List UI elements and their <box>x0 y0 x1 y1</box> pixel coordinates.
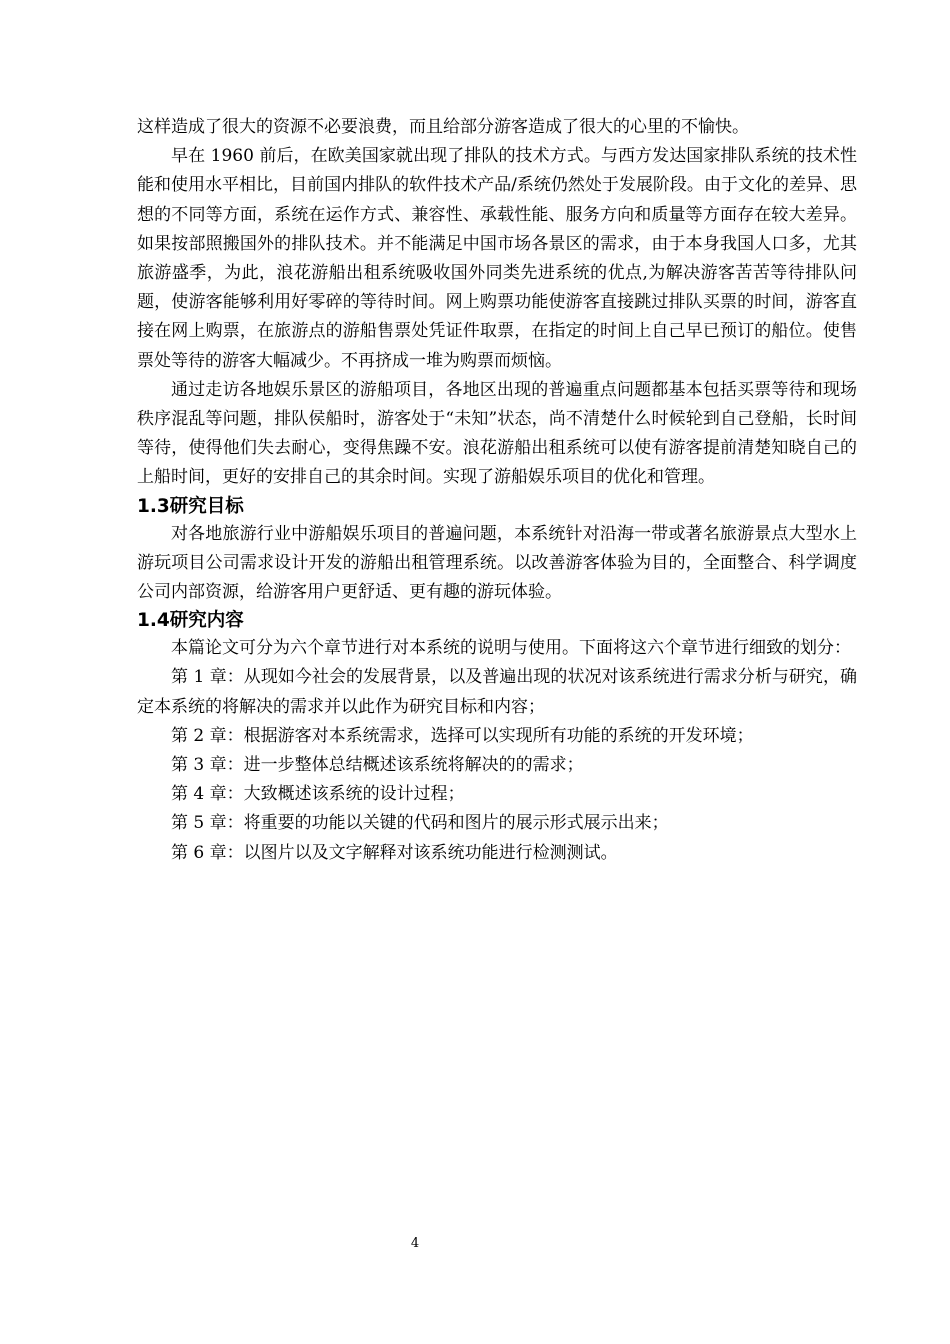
chapter-item: 第 4 章：大致概述该系统的设计过程； <box>171 784 465 805</box>
chapter-list <box>137 663 857 867</box>
paragraph-field-survey: 通过走访各地娱乐景区的游船项目，各地区出现的普遍重点问题都基本包括买票等待和现场秩序混乱等问题，排队侯船时，游客处于“未知”状态，尚不清楚什么时候轮到自己登船，长时间等待，使得他们失去耐心，变得焦躁不安。浪花游船出租系统可以使有游客提前清楚知晓自己的上船时间，更好的安排自己的其余时间。实现了游船娱乐项目的优化和管理。 <box>137 379 857 488</box>
paragraph-queue-technology: 早在 1960 前后，在欧美国家就出现了排队的技术方式。与西方发达国家排队系统的技术性能和使用水平相比，目前国内排队的软件技术产品/系统仍然处于发展阶段。由于文化的差异、思想的不同等方面，系统在运作方式、兼容性、承载性能、服务方向和质量等方面存在较大差异。如果按部照搬国外的排队技术。并不能满足中国市场各景区的需求，由于本身我国人口多，尤其旅游盛季，为此，浪花游船出租系统吸收国外同类先进系统的优点,为解决游客苦苦等待排队问题，使游客能够利用好零碎的等待时间。网上购票功能使游客直接跳过排队买票的时间，游客直接在网上购票，在旅游点的游船售票处凭证件取票，在指定的时间上自己早已预订的船位。使售票处等待的游客大幅减少。不再挤成一堆为购票而烦恼。 <box>137 146 857 371</box>
paragraph-research-content-intro: 本篇论文可分为六个章节进行对本系统的说明与使用。下面将这六个章节进行细致的划分： <box>171 638 851 659</box>
section-heading-research-goal: 1.3研究目标 <box>137 495 244 517</box>
chapter-item: 第 3 章：进一步整体总结概述该系统将解决的的需求； <box>171 755 584 776</box>
page-number: 4 <box>410 1236 420 1251</box>
chapter-item: 第 6 章：以图片以及文字解释对该系统功能进行检测测试。 <box>171 842 618 863</box>
chapter-item: 第 5 章：将重要的功能以关键的代码和图片的展示形式展示出来； <box>171 813 669 834</box>
paragraph-continued: 这样造成了很大的资源不必要浪费，而且给部分游客造成了很大的心里的不愉快。 <box>137 117 749 137</box>
chapter-item: 第 2 章：根据游客对本系统需求，选择可以实现所有功能的系统的开发环境； <box>171 725 754 746</box>
paragraph-research-goal: 对各地旅游行业中游船娱乐项目的普遍问题，本系统针对沿海一带或著名旅游景点大型水上游玩项目公司需求设计开发的游船出租管理系统。以改善游客体验为目的，全面整合、科学调度公司内部资源，给游客用户更舒适、更有趣的游玩体验。 <box>137 523 857 603</box>
section-heading-research-content: 1.4研究内容 <box>137 610 244 632</box>
document-body <box>137 113 857 868</box>
chapter-item: 第 1 章：从现如今社会的发展背景，以及普遍出现的状况对该系统进行需求分析与研究，确定本系统的将解决的需求并以此作为研究目标和内容； <box>137 667 857 717</box>
